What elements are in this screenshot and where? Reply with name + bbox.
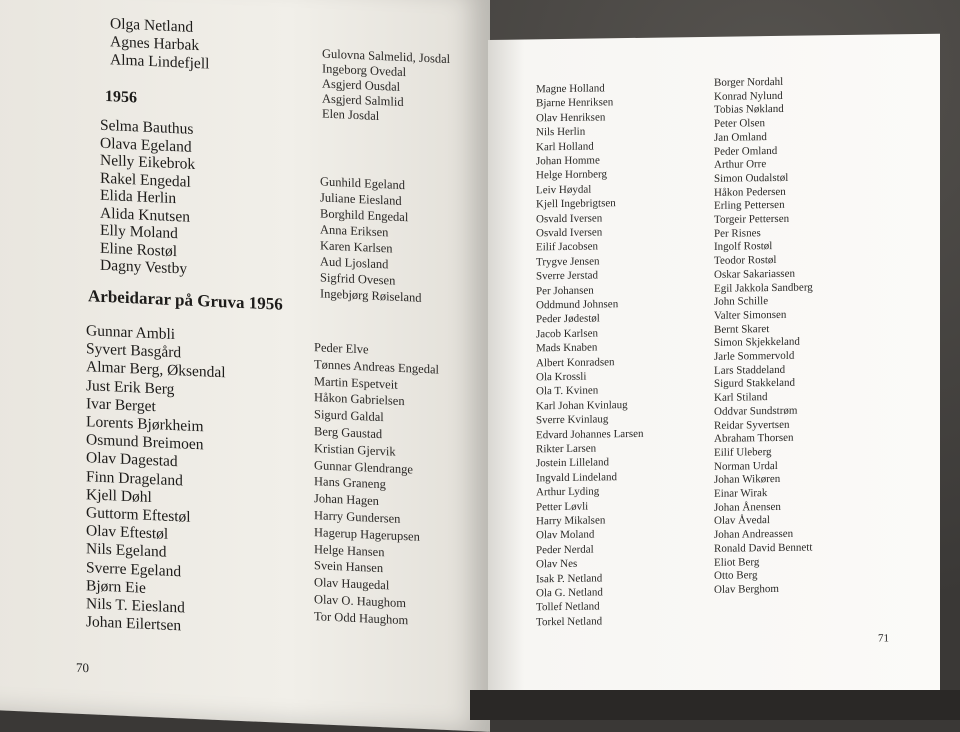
list-item: Sverre Egeland <box>86 558 182 580</box>
list-item: Jostein Lilleland <box>536 456 610 470</box>
book-cover-edge <box>470 690 960 720</box>
list-item: Osmund Breimoen <box>86 431 204 454</box>
list-item: Jan Omland <box>714 130 767 144</box>
list-item: Guttorm Eftestøl <box>86 504 191 526</box>
list-item: Arthur Orre <box>714 158 767 172</box>
list-item: Peter Olsen <box>714 117 766 130</box>
list-item: Jacob Karlsen <box>536 327 599 341</box>
list-item: Ola Krossli <box>536 370 587 384</box>
list-item: Teodor Rostøl <box>714 254 777 267</box>
list-item: Hagerup Hagerupsen <box>314 524 420 544</box>
list-item: Bjarne Henriksen <box>536 96 614 110</box>
list-item: Juliane Eiesland <box>320 190 402 208</box>
list-item: Asgjerd Ousdal <box>322 76 401 94</box>
list-item: Albert Konradsen <box>536 355 615 369</box>
list-item: Olav O. Haughom <box>314 592 406 611</box>
list-item: Nelly Eikebrok <box>100 151 196 173</box>
list-item: Rakel Engedal <box>100 169 191 191</box>
section-heading: Arbeidarar på Gruva 1956 <box>88 286 283 314</box>
list-item: Karl Stiland <box>714 391 768 404</box>
list-item: Osvald Iversen <box>536 211 603 225</box>
list-item: Borghild Engedal <box>320 206 409 225</box>
list-item: Einar Wirak <box>714 487 768 500</box>
list-item: Gunhild Egeland <box>320 174 406 193</box>
list-item: Per Johansen <box>536 284 594 297</box>
list-item: Bjørn Eie <box>86 576 146 597</box>
list-item: Olav Nes <box>536 557 578 571</box>
list-item: Petter Løvli <box>536 500 589 513</box>
list-item: Peder Elve <box>314 340 369 357</box>
right-page <box>488 34 940 720</box>
list-item: Peder Nerdal <box>536 543 594 557</box>
list-item: Sverre Jerstad <box>536 269 599 283</box>
list-item: Tollef Netland <box>536 600 600 614</box>
list-item: Olav Henriksen <box>536 111 606 125</box>
list-item: Eliot Berg <box>714 555 760 569</box>
list-item: Konrad Nylund <box>714 89 783 103</box>
list-item: Torgeir Pettersen <box>714 212 790 226</box>
list-item: Magne Holland <box>536 82 605 96</box>
list-item: Johan Homme <box>536 154 600 168</box>
list-item: Simon Skjekkeland <box>714 335 800 350</box>
list-item: Torkel Netland <box>536 615 603 629</box>
list-item: Håkon Gabrielsen <box>314 390 405 409</box>
list-item: Nils T. Eiesland <box>86 595 185 617</box>
list-item: Bernt Skaret <box>714 322 770 336</box>
list-item: Eilif Jacobsen <box>536 240 599 254</box>
list-item: Mads Knaben <box>536 341 598 355</box>
list-item: Sigurd Stakkeland <box>714 377 795 391</box>
list-item: Egil Jakkola Sandberg <box>714 280 813 295</box>
list-item: Elly Moland <box>100 221 178 243</box>
list-item: Rikter Larsen <box>536 442 597 456</box>
list-item: Harry Mikalsen <box>536 514 606 528</box>
list-item: Olav Moland <box>536 528 595 542</box>
list-item: Gunnar Glendrange <box>314 457 413 477</box>
list-item: Ola T. Kvinen <box>536 384 599 398</box>
list-item: Abraham Thorsen <box>714 431 794 446</box>
list-item: Lorents Bjørkheim <box>86 413 204 436</box>
list-item: Svein Hansen <box>314 558 384 576</box>
list-item: Isak P. Netland <box>536 571 603 585</box>
list-item: Olav Dagestad <box>86 449 178 471</box>
list-item: Oddmund Johnsen <box>536 298 619 312</box>
year-heading: 1956 <box>105 88 137 107</box>
list-item: Johan Eilertsen <box>86 613 182 635</box>
list-item: Nils Herlin <box>536 125 586 139</box>
list-item: Just Erik Berg <box>86 376 175 398</box>
list-item: Ola G. Netland <box>536 586 603 600</box>
list-item: Olga Netland <box>110 15 194 36</box>
list-item: Karl Johan Kvinlaug <box>536 398 628 413</box>
page-number-left: 70 <box>76 659 89 676</box>
list-item: Osvald Iversen <box>536 226 603 240</box>
list-item: Tor Odd Haughom <box>314 608 409 628</box>
list-item: John Schille <box>714 295 769 309</box>
list-item: Ivar Berget <box>86 394 156 416</box>
list-item: Martin Espetveit <box>314 373 398 392</box>
list-item: Kjell Døhl <box>86 485 152 506</box>
list-item: Ingvald Lindeland <box>536 470 617 485</box>
list-item: Sverre Kvinlaug <box>536 413 609 427</box>
list-item: Berg Gaustad <box>314 424 383 442</box>
list-item: Erling Pettersen <box>714 199 785 213</box>
list-item: Elen Josdal <box>322 106 380 123</box>
list-item: Aud Ljosland <box>320 254 389 272</box>
list-item: Almar Berg, Øksendal <box>86 358 226 382</box>
list-item: Dagny Vestby <box>100 256 188 278</box>
list-item: Ingeborg Ovedal <box>322 61 407 80</box>
list-item: Tønnes Andreas Engedal <box>314 356 439 377</box>
list-item: Eilif Uleberg <box>714 445 772 459</box>
list-item: Johan Andreassen <box>714 527 794 541</box>
list-item: Helge Hansen <box>314 541 385 559</box>
list-item: Syvert Basgård <box>86 340 182 362</box>
list-item: Johan Wikøren <box>714 473 781 487</box>
list-item: Olav Åvedal <box>714 514 770 528</box>
list-item: Olava Egeland <box>100 134 192 156</box>
page-number-right: 71 <box>878 632 889 645</box>
list-item: Ronald David Bennett <box>714 541 813 555</box>
list-item: Borger Nordahl <box>714 75 784 89</box>
list-item: Ingebjørg Røiseland <box>320 286 422 305</box>
list-item: Asgjerd Salmlid <box>322 91 404 110</box>
list-item: Reidar Syvertsen <box>714 418 790 432</box>
list-item: Alida Knutsen <box>100 204 190 226</box>
list-item: Jarle Sommervold <box>714 349 795 363</box>
list-item: Gulovna Salmelid, Josdal <box>322 46 451 67</box>
list-item: Johan Hagen <box>314 491 379 509</box>
list-item: Selma Bauthus <box>100 116 194 138</box>
list-item: Elida Herlin <box>100 186 177 208</box>
list-item: Karen Karlsen <box>320 238 393 256</box>
list-item: Håkon Pedersen <box>714 185 786 199</box>
list-item: Agnes Harbak <box>110 33 200 55</box>
list-item: Valter Simonsen <box>714 308 787 322</box>
list-item: Kristian Gjervik <box>314 440 396 459</box>
list-item: Oskar Sakariassen <box>714 267 795 281</box>
list-item: Finn Drageland <box>86 467 183 490</box>
list-item: Edvard Johannes Larsen <box>536 427 644 441</box>
list-item: Nils Egeland <box>86 540 167 562</box>
list-item: Peder Omland <box>714 144 778 158</box>
list-item: Simon Oudalstøl <box>714 171 789 185</box>
list-item: Olav Berghom <box>714 582 779 596</box>
list-item: Tobias Nøkland <box>714 103 784 117</box>
list-item: Hans Graneng <box>314 474 386 492</box>
list-item: Peder Jødestøl <box>536 312 600 326</box>
list-item: Leiv Høydal <box>536 183 592 197</box>
list-item: Olav Eftestøl <box>86 522 169 543</box>
list-item: Sigurd Galdal <box>314 407 384 425</box>
list-item: Anna Eriksen <box>320 222 389 240</box>
list-item: Sigfrid Ovesen <box>320 270 396 288</box>
list-item: Lars Staddeland <box>714 363 786 377</box>
list-item: Kjell Ingebrigtsen <box>536 197 616 211</box>
list-item: Per Risnes <box>714 226 761 240</box>
list-item: Helge Hornberg <box>536 168 607 182</box>
list-item: Ingolf Rostøl <box>714 240 773 254</box>
list-item: Oddvar Sundstrøm <box>714 404 798 418</box>
list-item: Arthur Lyding <box>536 485 600 499</box>
list-item: Harry Gundersen <box>314 508 401 526</box>
list-item: Gunnar Ambli <box>86 322 176 344</box>
list-item: Norman Urdal <box>714 459 778 473</box>
list-item: Eline Rostøl <box>100 239 178 260</box>
list-item: Trygve Jensen <box>536 255 600 269</box>
list-item: Karl Holland <box>536 140 594 153</box>
list-item: Otto Berg <box>714 569 758 583</box>
list-item: Alma Lindefjell <box>110 51 210 73</box>
list-item: Olav Haugedal <box>314 575 390 593</box>
list-item: Johan Ånensen <box>714 500 781 514</box>
